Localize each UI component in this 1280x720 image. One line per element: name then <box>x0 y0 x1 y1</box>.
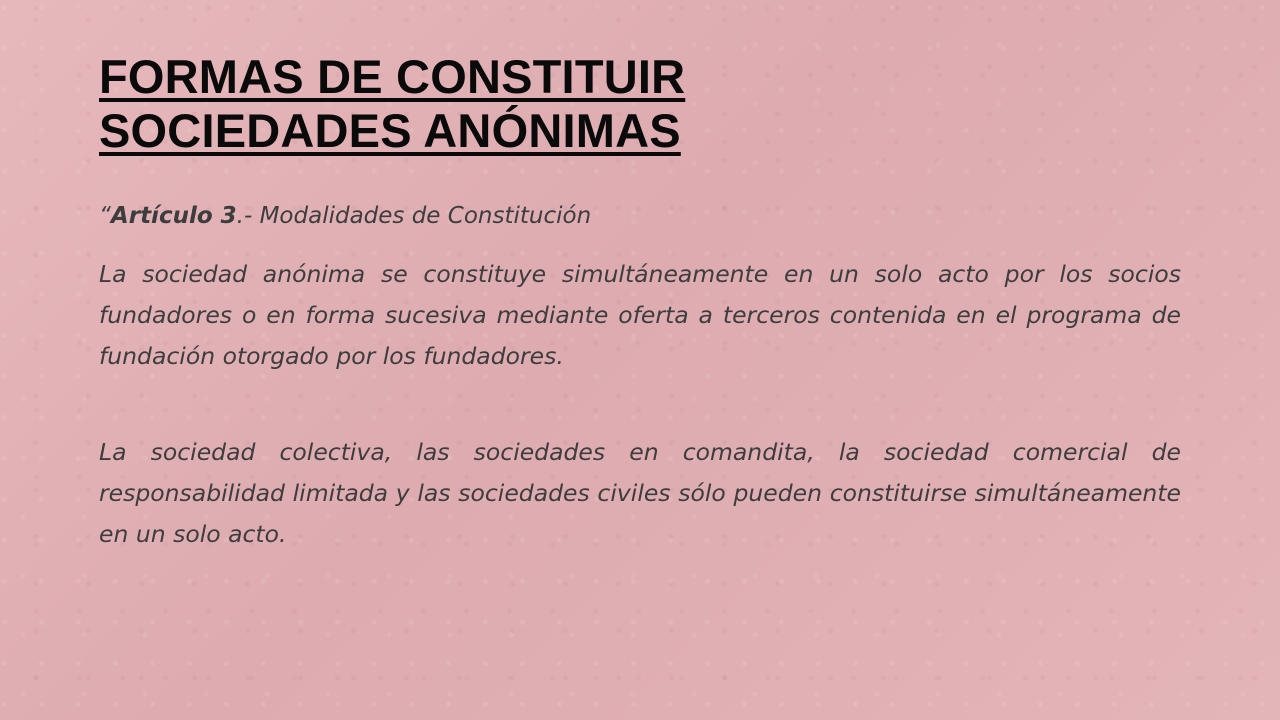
open-quote: “ <box>99 203 111 229</box>
article-heading <box>99 196 1181 236</box>
slide-title <box>99 50 999 158</box>
article-label: Artículo 3 <box>110 203 237 229</box>
article-subtitle: .- Modalidades de Constitución <box>236 203 592 229</box>
paragraph-1: La sociedad anónima se constituye simultáneamente en un solo acto por los socios fundadores o en forma sucesiva mediante oferta a terceros contenida en el programa de fundación otorgado por los fundadores. <box>99 260 1181 370</box>
paragraph-2: La sociedad colectiva, las sociedades en comandita, la sociedad comercial de responsabilidad limitada y las sociedades civiles sólo pueden constituirse simultáneamente en un solo acto. <box>99 438 1181 548</box>
title-line-2: SOCIEDADES ANÓNIMAS <box>99 104 681 157</box>
slide-body <box>99 196 1181 555</box>
title-line-1: FORMAS DE CONSTITUIR <box>99 50 686 103</box>
